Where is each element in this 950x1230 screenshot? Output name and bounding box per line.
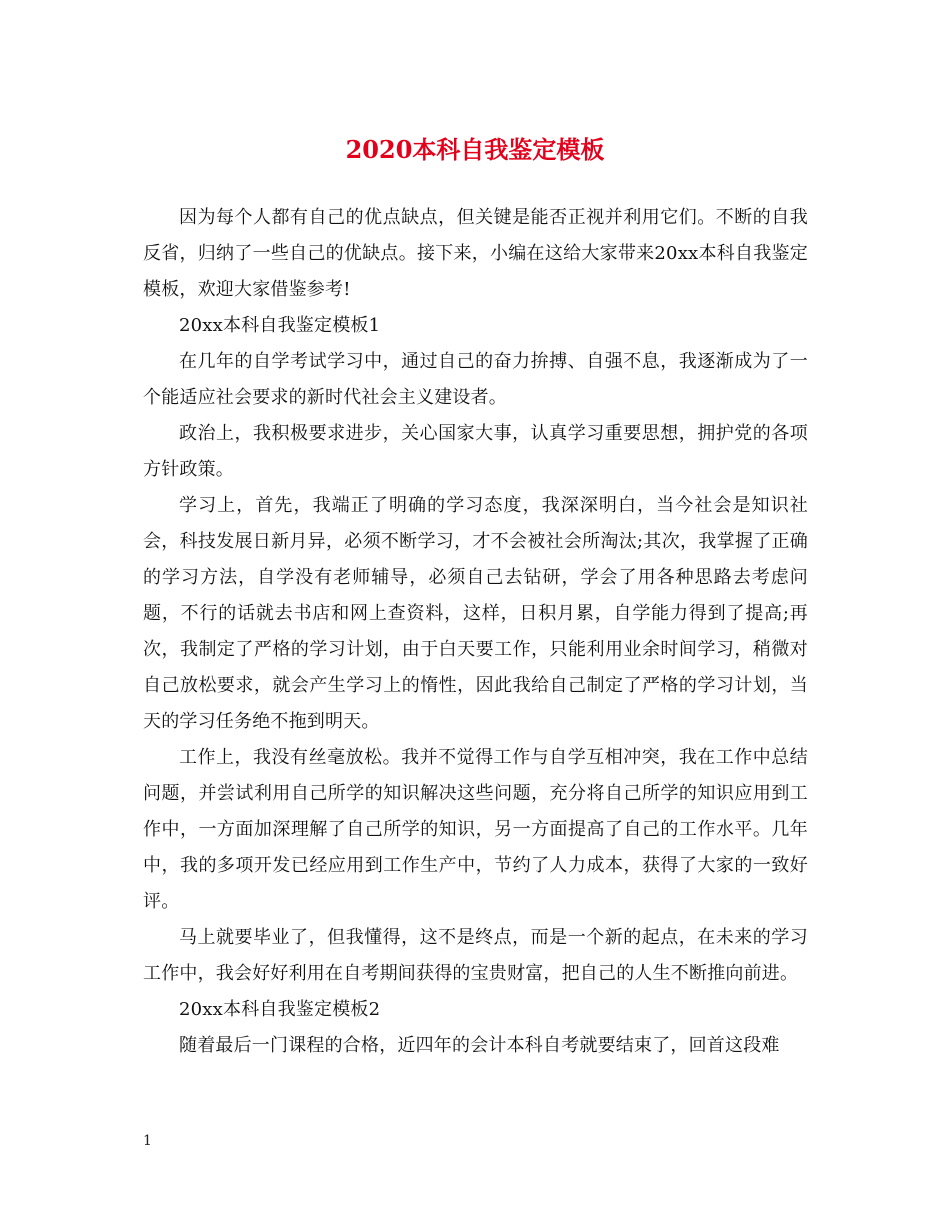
- intro-paragraph: 因为每个人都有自己的优点缺点，但关键是能否正视并利用它们。不断的自我反省，归纳了一些自己的优缺点。接下来，小编在这给大家带来20xx本科自我鉴定模板，欢迎大家借鉴参考!: [143, 207, 808, 300]
- page-number: 1: [143, 1133, 152, 1149]
- body-paragraph: 随着最后一门课程的合格，近四年的会计本科自考就要结束了，回首这段难: [179, 1035, 780, 1056]
- page-title: 2020本科自我鉴定模板: [345, 135, 605, 164]
- body-paragraph: 政治上，我积极要求进步，关心国家大事，认真学习重要思想，拥护党的各项方针政策。: [143, 423, 808, 480]
- document-body: [143, 200, 808, 1064]
- section-heading-2: 20xx本科自我鉴定模板2: [179, 999, 381, 1020]
- body-paragraph: 工作上，我没有丝毫放松。我并不觉得工作与自学互相冲突，我在工作中总结问题，并尝试利用自己所学的知识解决这些问题，充分将自己所学的知识应用到工作中，一方面加深理解了自己所学的知识，另一方面提高了自己的工作水平。几年中，我的多项开发已经应用到工作生产中，节约了人力成本，获得了大家的一致好评。: [143, 747, 808, 912]
- body-paragraph: 学习上，首先，我端正了明确的学习态度，我深深明白，当今社会是知识社会，科技发展日新月异，必须不断学习，才不会被社会所淘汰;其次，我掌握了正确的学习方法，自学没有老师辅导，必须自己去钻研，学会了用各种思路去考虑问题，不行的话就去书店和网上查资料，这样，日积月累，自学能力得到了提高;再次，我制定了严格的学习计划，由于白天要工作，只能利用业余时间学习，稍微对自己放松要求，就会产生学习上的惰性，因此我给自己制定了严格的学习计划，当天的学习任务绝不拖到明天。: [143, 495, 808, 732]
- body-paragraph: 马上就要毕业了，但我懂得，这不是终点，而是一个新的起点，在未来的学习工作中，我会好好利用在自考期间获得的宝贵财富，把自己的人生不断推向前进。: [143, 927, 808, 984]
- body-paragraph: 在几年的自学考试学习中，通过自己的奋力拚搏、自强不息，我逐渐成为了一个能适应社会要求的新时代社会主义建设者。: [143, 351, 808, 408]
- section-heading-1: 20xx本科自我鉴定模板1: [179, 315, 381, 336]
